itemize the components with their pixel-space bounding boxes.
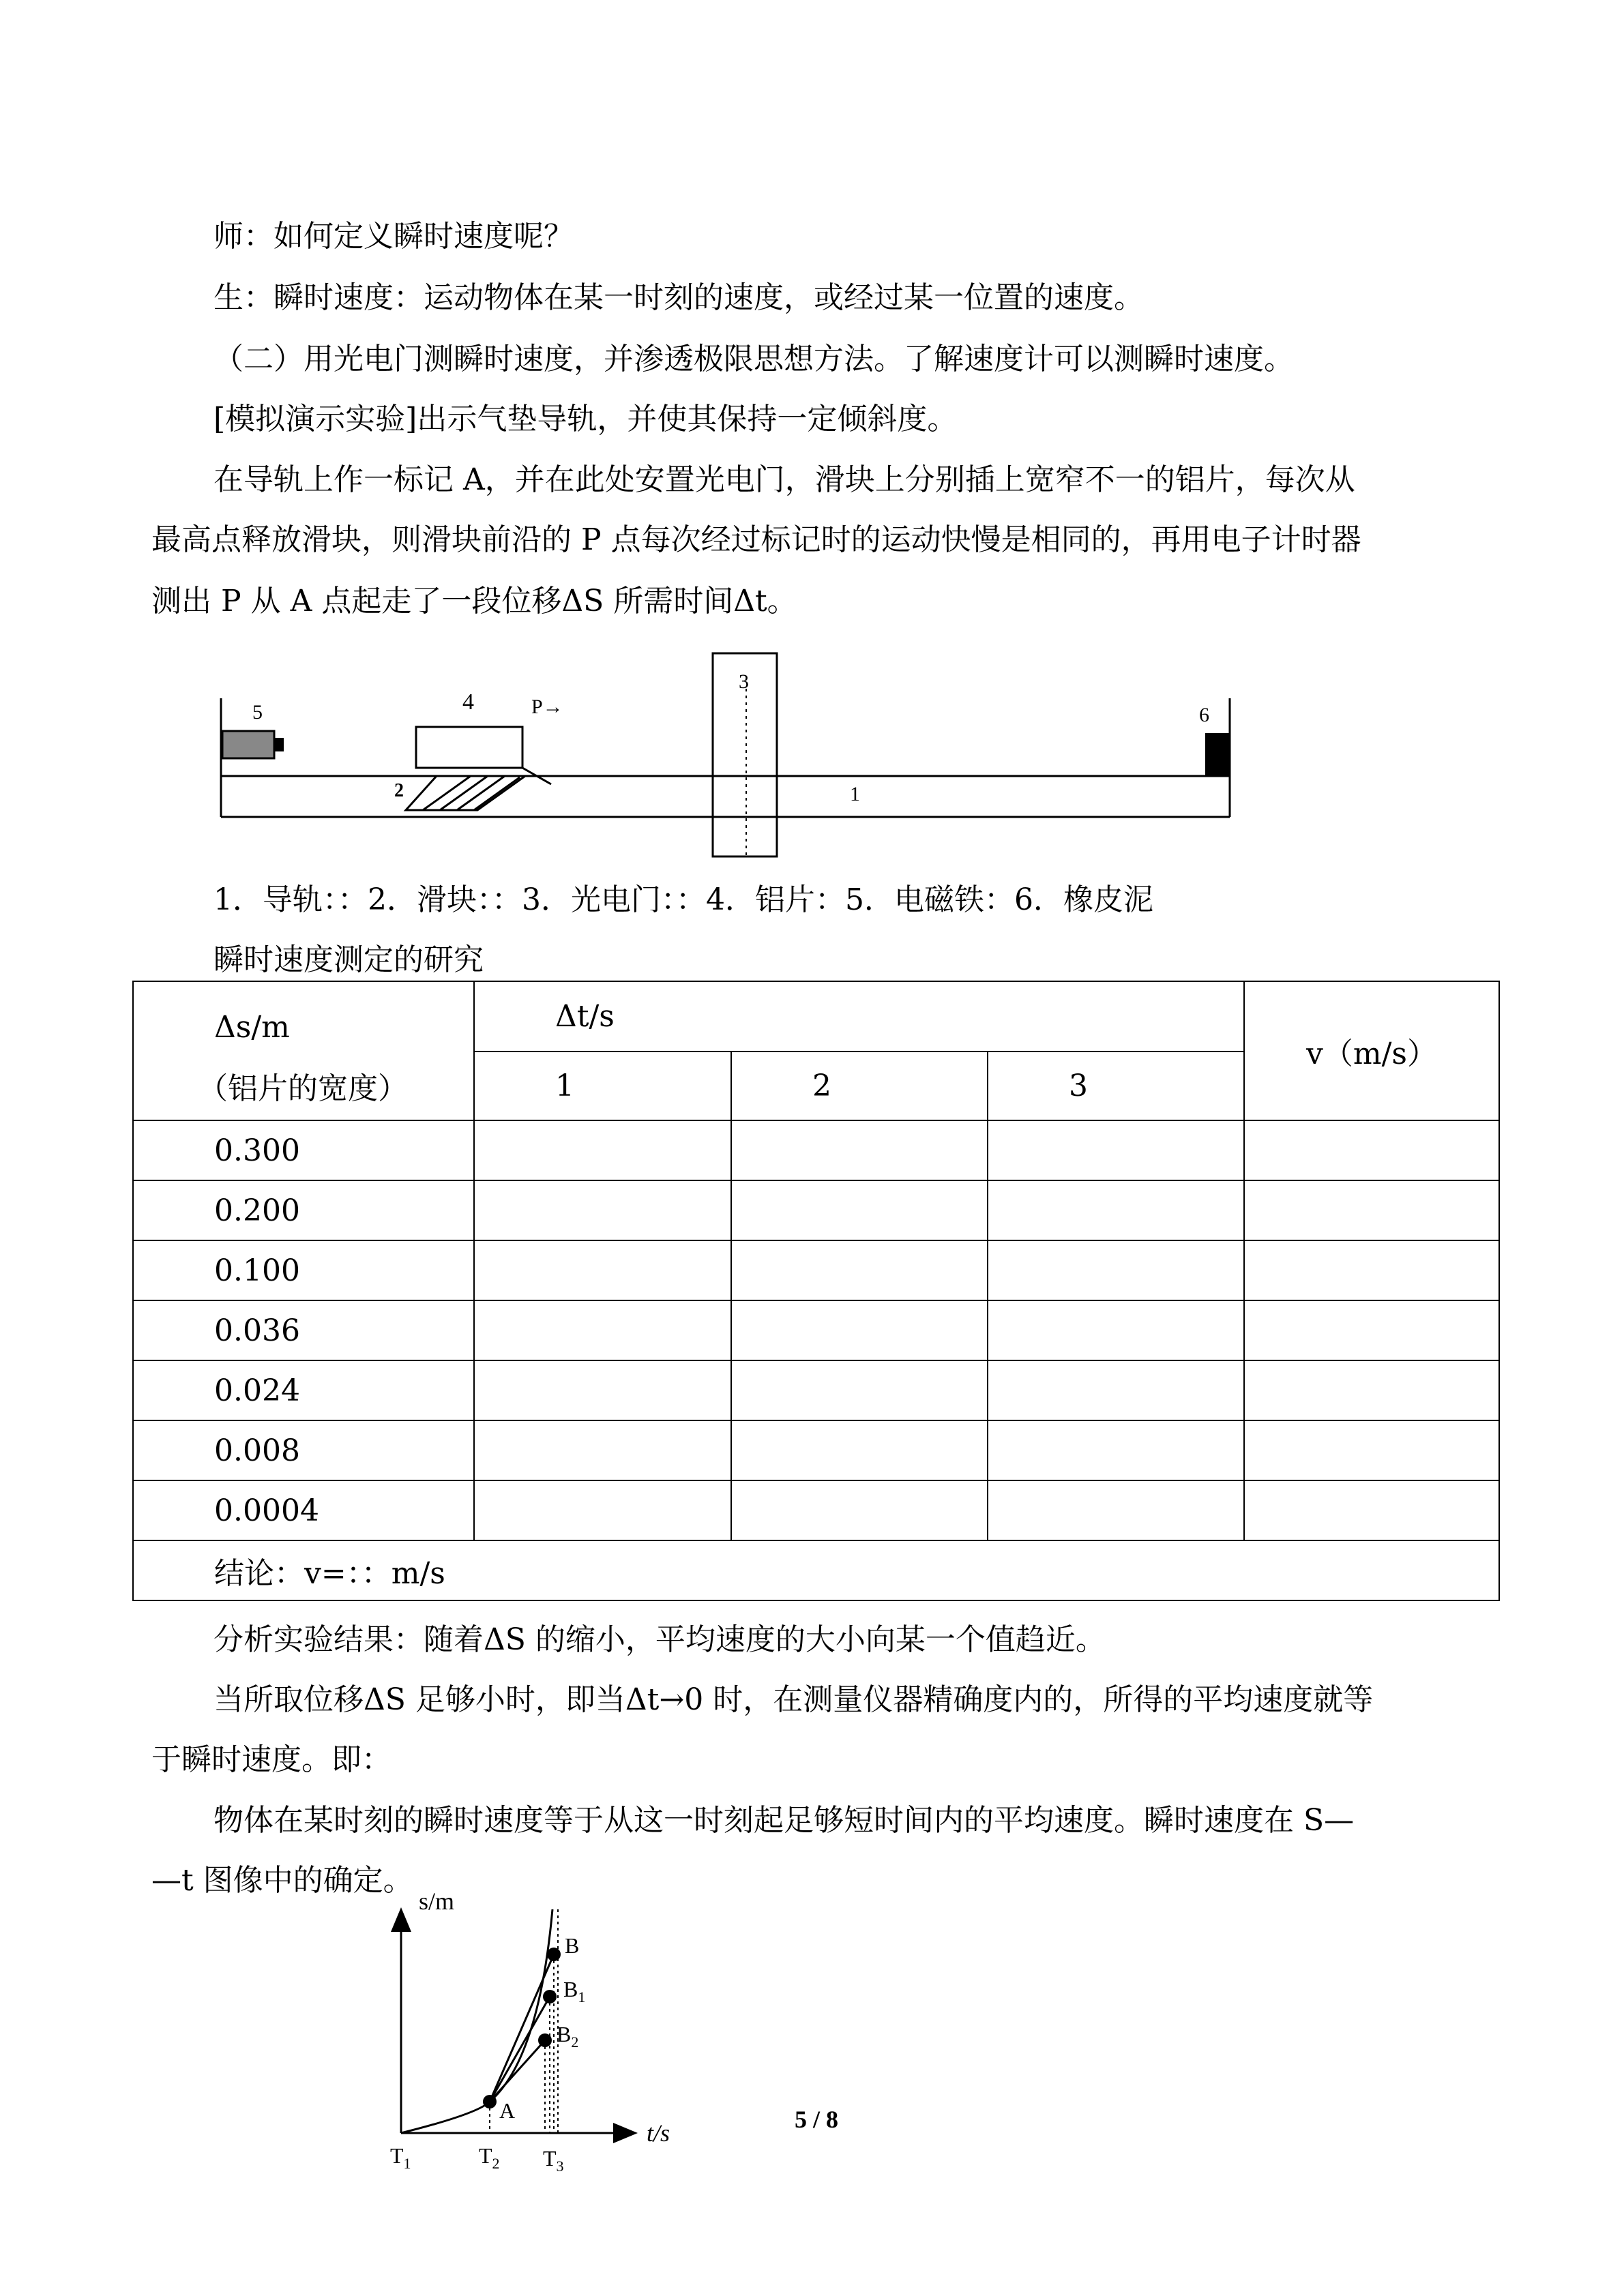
row-value: 0.036 [133,1300,474,1360]
x-axis-label: t/s [647,2119,670,2147]
header-ds-note: （铝片的宽度） [198,1071,408,1106]
label-b: B [565,1933,580,1958]
table-row [133,1420,1499,1480]
paragraph-student-answer: 生：瞬时速度：运动物体在某一时刻的速度，或经过某一位置的速度。 [213,280,1144,315]
header-ds: Δs/m [214,1010,290,1045]
label-5: 5 [252,701,263,724]
aluminum-sheet-shape [416,727,522,768]
trial-3: 3 [988,1052,1244,1120]
point-b [547,1948,561,1961]
paragraph-section-two: （二）用光电门测瞬时速度，并渗透极限思想方法。了解速度计可以测瞬时速度。 [213,342,1294,376]
label-2: 2 [394,780,404,801]
clay-shape [1205,733,1230,776]
trial-2: 2 [731,1052,988,1120]
row-value: 0.100 [133,1240,474,1300]
header-dt: Δt/s [474,981,1244,1052]
conclusion-text: 结论：v=：：m/s [133,1540,1499,1600]
paragraph-method-line2: 最高点释放滑块，则滑块前沿的 P 点每次经过标记时的运动快慢是相同的，再用电子计时器 [151,522,1361,557]
row-value: 0.0004 [133,1480,474,1540]
conclusion-row [133,1540,1499,1600]
row-value: 0.008 [133,1420,474,1480]
table-title: 瞬时速度测定的研究 [213,942,484,977]
point-b2 [538,2033,552,2047]
paragraph-method-line1: 在导轨上作一标记 A，并在此处安置光电门，滑块上分别插上宽窄不一的铝片，每次从 [213,462,1355,497]
table-row [133,1120,1499,1180]
point-b1 [543,1990,557,2003]
row-value: 0.200 [133,1180,474,1240]
table-row [133,1240,1499,1300]
paragraph-limit-line1: 当所取位移ΔS 足够小时，即当Δt→0 时，在测量仪器精确度内的，所得的平均速度就等 [213,1682,1374,1717]
table-row [133,1180,1499,1240]
paragraph-definition-line2: —t 图像中的确定。 [151,1863,413,1898]
tick-t3: $T_3$ [543,2146,564,2175]
label-b2: $B_2$ [557,2022,579,2051]
s-t-graph [0,1841,1624,2175]
chord-ab1 [490,1997,550,2102]
paragraph-analysis: 分析实验结果：随着ΔS 的缩小，平均速度的大小向某一个值趋近。 [213,1622,1106,1657]
electromagnet-shape [222,731,274,758]
measurement-table [132,981,1500,1601]
slider-shape [406,768,551,810]
paragraph-teacher-question: 师：如何定义瞬时速度呢？ [213,219,574,254]
s-t-curve [401,1909,552,2133]
y-axis-label: s/m [419,1888,455,1915]
air-track-diagram [0,0,1624,886]
table-row [133,1480,1499,1540]
header-v: v（m/s） [1244,981,1499,1120]
electromagnet-tip [274,738,284,751]
trial-1: 1 [474,1052,731,1120]
label-4: 4 [462,689,474,715]
row-value: 0.300 [133,1120,474,1180]
tick-t2: $T_2$ [479,2143,500,2172]
label-b1: $B_1$ [563,1977,586,2006]
chord-ab [490,1954,554,2102]
apparatus-legend: 1．导轨：：2．滑块：：3．光电门：：4．铝片：5．电磁铁：6．橡皮泥 [213,882,1153,917]
table-row [133,1360,1499,1420]
tick-t1: $T_1$ [390,2143,411,2172]
paragraph-method-line3: 测出 P 从 A 点起走了一段位移ΔS 所需时间Δt。 [151,584,797,618]
page-number: 5 / 8 [795,2106,839,2133]
paragraph-definition-line1: 物体在某时刻的瞬时速度等于从这一时刻起足够短时间内的平均速度。瞬时速度在 S— [213,1803,1355,1838]
label-6: 6 [1199,704,1209,726]
label-p: P→ [531,696,563,718]
point-a [483,2095,497,2108]
label-3: 3 [739,670,749,693]
header-ds-cell [133,981,474,1120]
row-value: 0.024 [133,1360,474,1420]
label-1: 1 [850,783,860,805]
paragraph-limit-line2: 于瞬时速度。即： [151,1742,392,1777]
chord-ab2 [490,2040,545,2102]
table-row [133,1300,1499,1360]
label-a: A [499,2098,516,2123]
paragraph-demo: [模拟演示实验]出示气垫导轨，并使其保持一定倾斜度。 [213,402,958,436]
